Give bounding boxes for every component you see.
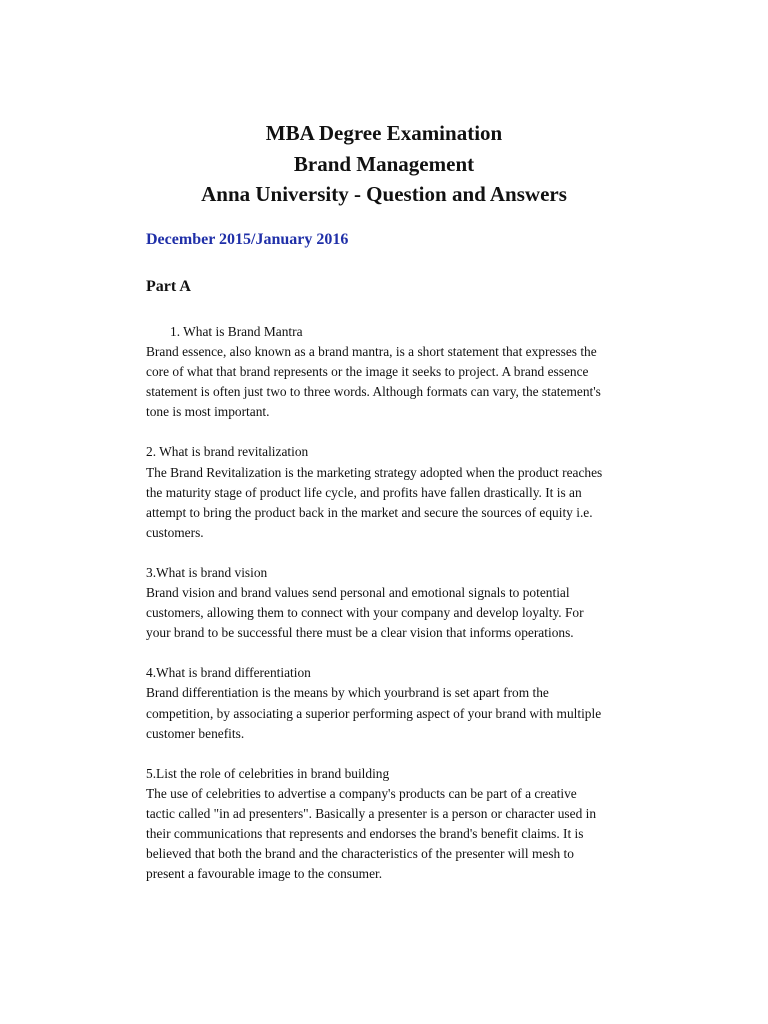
title-line-exam: MBA Degree Examination [265,121,503,145]
title-line-subject: Brand Management [293,151,475,176]
answer-text: Brand essence, also known as a brand mantra, is a short statement that expresses the core of what that brand represents or the image it seeks to project. A brand essence statement is often just two to three words. Although formats can vary, the statement's tone is most important. [146,344,601,420]
answer-text: The use of celebrities to advertise a company's products can be part of a creative tactic called "in ad presenters". Basically a presenter is a person or character used in their communications that represents and endorses the brand's benefit claims. It is believed that both the brand and the characteristics of the presenter will mesh to present a favourable image to the consumer. [146,785,597,882]
question-text: 4.What is brand differentiation [146,665,311,681]
answer-text: The Brand Revitalization is the marketing strategy adopted when the product reaches the maturity stage of product life cycle, and profits have fallen drastically. It is an attempt to bring the product back in the market and secure the sources of equity i.e. customers. [146,464,603,540]
question-block [146,663,686,743]
question-block [146,442,686,542]
question-text: 1. What is Brand Mantra [170,324,303,339]
title-line-university: Anna University - Question and Answers [201,182,567,206]
document-title [0,118,768,210]
part-heading: Part A [146,278,191,295]
question-text: 3.What is brand vision [146,564,268,580]
question-block [146,563,686,643]
question-block [146,322,686,422]
question-text: 5.List the role of celebrities in brand building [146,765,390,781]
question-list [146,322,686,904]
answer-text: Brand vision and brand values send personal and emotional signals to potential customers, allowing them to connect with your company and develop loyalty. For your brand to be successful there must be a clear vision that informs operations. [146,585,584,641]
exam-date-heading: December 2015/January 2016 [146,231,349,248]
question-text: 2. What is brand revitalization [146,444,309,460]
answer-text: Brand differentiation is the means by which yourbrand is set apart from the competition, by associating a superior performing aspect of your brand with multiple customer benefits. [146,685,602,741]
question-block [146,764,686,885]
